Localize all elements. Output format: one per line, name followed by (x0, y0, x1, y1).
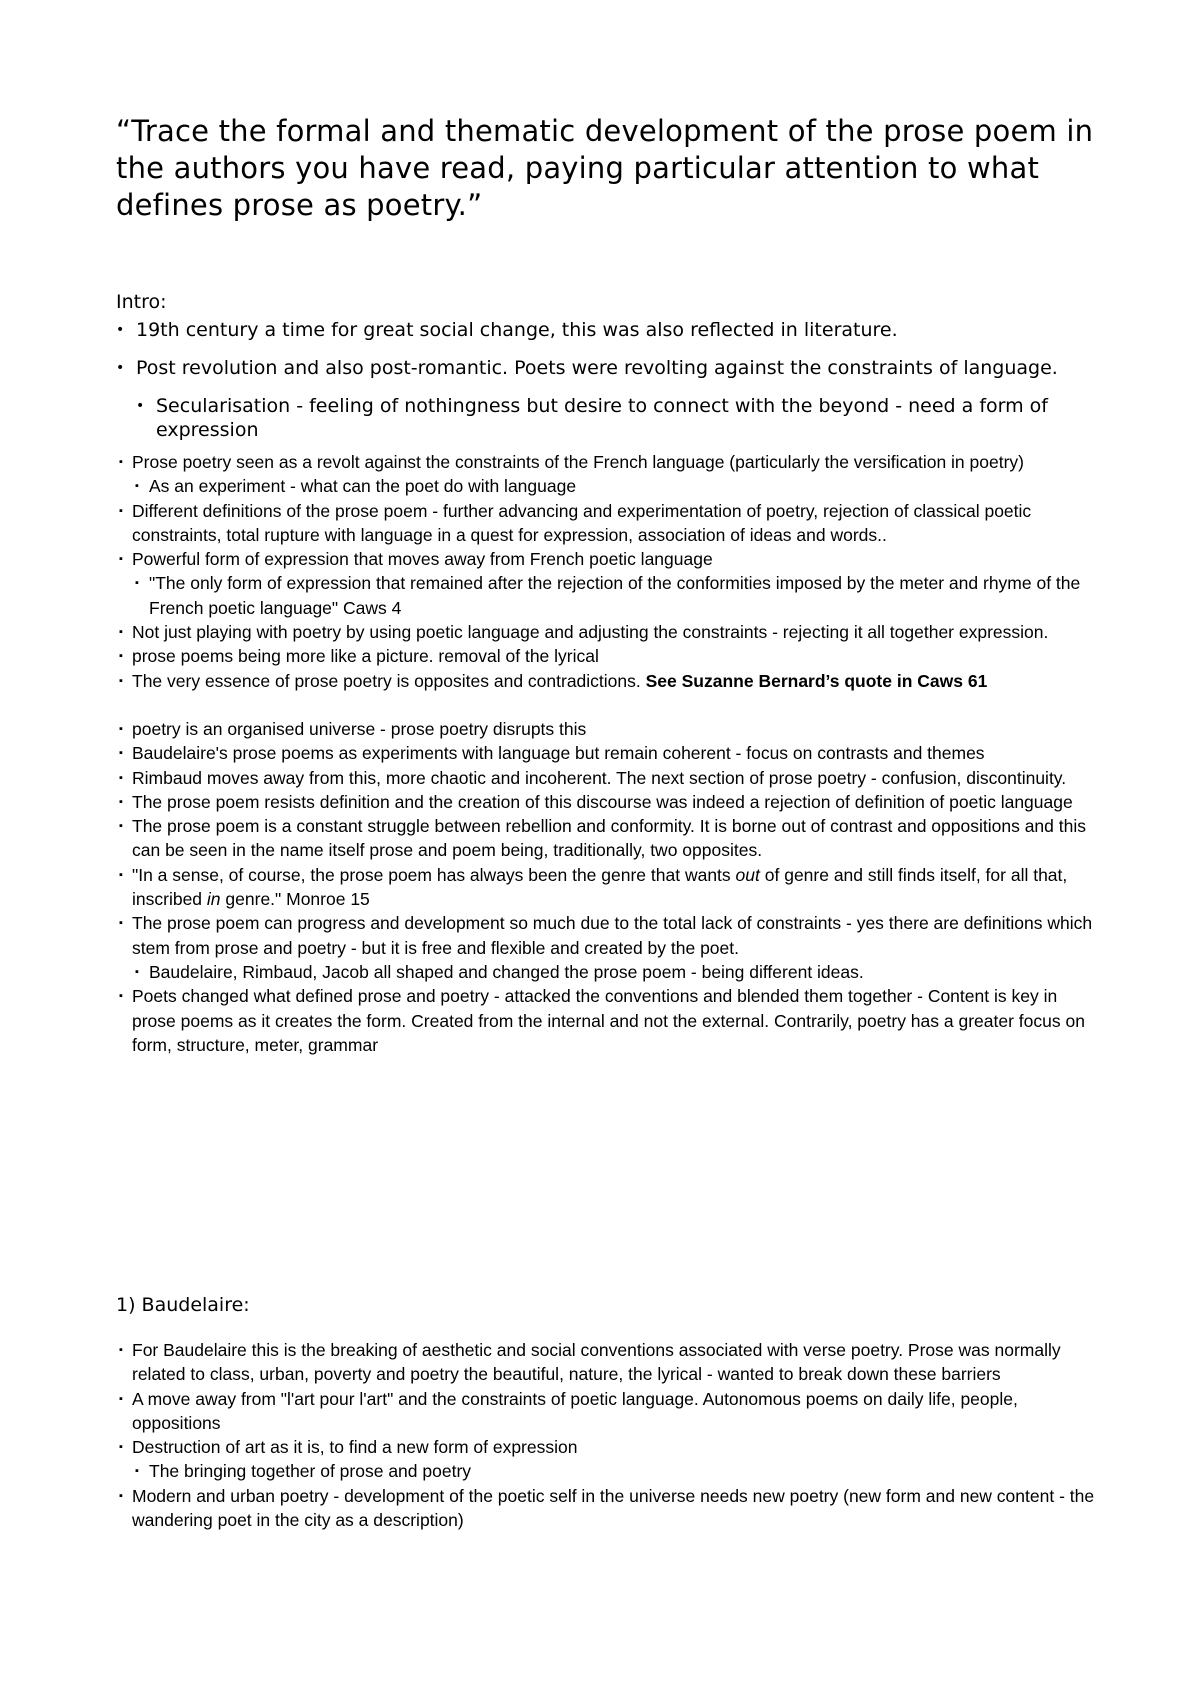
bullet-icon: ▪ (135, 1465, 139, 1478)
list-item: ▪ Baudelaire's prose poems as experiments with language but remain coherent - focus on contrasts and themes (119, 741, 1099, 765)
list-item: ▪ Rimbaud moves away from this, more chaotic and incoherent. The next section of prose poetry - confusion, discontinuity. (119, 766, 1099, 790)
bullet-icon: ▪ (119, 747, 123, 760)
bullet-icon: ▪ (135, 577, 139, 590)
bullet-icon: • (116, 322, 125, 338)
list-item: ▪ For Baudelaire this is the breaking of aesthetic and social conventions associated with verse poetry. Prose was normally related to class, urban, poverty and poetry the beautiful, nature, the lyrical - wanted to break down these barriers (119, 1340, 1061, 1385)
list-item: ▪ Modern and urban poetry - development of the poetic self in the universe needs new poetry (new form and new content - the wandering poet in the city as a description) (119, 1485, 1095, 1531)
list-item: ▪ The very essence of prose poetry is opposites and contradictions. See Suzanne Bernard’s quote in Caws 61 (119, 669, 1099, 693)
list-item: ▪ prose poems being more like a picture. removal of the lyrical (119, 644, 1099, 668)
list-item: ▪ Baudelaire, Rimbaud, Jacob all shaped and changed the prose poem - being different ideas. (119, 960, 1099, 984)
prose-poetry-list (119, 450, 1099, 1057)
list-item: • 19th century a time for great social change, this was also reflected in literature. (116, 319, 898, 341)
bullet-icon: ▪ (135, 480, 139, 493)
bullet-icon: • (116, 360, 125, 376)
list-item: ▪ A move away from "l'art pour l'art" and the constraints of poetic language. Autonomous poems on daily life, people, oppositions (119, 1388, 1018, 1433)
list-item: ▪ As an experiment - what can the poet do with language (119, 474, 1099, 498)
bullet-icon: ▪ (119, 626, 123, 639)
bold-note: See Suzanne Bernard’s quote in Caws 61 (645, 670, 988, 691)
list-item: ▪ Destruction of art as it is, to find a new form of expression (119, 1435, 1099, 1459)
list-item: ▪ "In a sense, of course, the prose poem has always been the genre that wants out of genre and still finds itself, for all that, inscribed in genre." Monroe 15 (119, 864, 1068, 910)
list-item: ▪ The prose poem is a constant struggle between rebellion and conformity. It is borne out of contrast and oppositions and this can be seen in the name itself prose and poem being, traditionally, two opposites. (119, 816, 1086, 861)
bullet-icon: ▪ (119, 868, 123, 881)
bullet-icon: ▪ (119, 553, 123, 566)
bullet-icon: ▪ (135, 965, 139, 978)
bullet-icon: ▪ (119, 917, 123, 930)
bullet-icon: ▪ (119, 504, 123, 517)
bullet-icon: ▪ (119, 771, 123, 784)
list-item: ▪ Different definitions of the prose poem - further advancing and experimentation of poetry, rejection of classical poetic constraints, total rupture with language in a quest for expression, association of ideas and words.. (119, 500, 1032, 545)
bullet-icon: ▪ (119, 722, 123, 735)
bullet-icon: ▪ (119, 1489, 123, 1502)
essay-question-title: “Trace the formal and thematic development of the prose poem in the authors you have read, paying particular attention to what defines prose as poetry.” (116, 114, 1094, 222)
bullet-icon: ▪ (119, 1392, 123, 1405)
list-item: ▪ Poets changed what defined prose and poetry - attacked the conventions and blended them together - Content is key in prose poems as it creates the form. Created from the internal and not the external. Contrarily, poetry has a greater focus on form, structure, meter, grammar (119, 986, 1085, 1055)
list-item: • Post revolution and also post-romantic. Poets were revolting against the constraints of language. (116, 357, 1058, 379)
list-item: ▪ "The only form of expression that remained after the rejection of the conformities imposed by the meter and rhyme of the French poetic language" Caws 4 (135, 573, 1081, 618)
bullet-icon: ▪ (119, 650, 123, 663)
bullet-icon: ▪ (119, 1344, 123, 1356)
bullet-icon: ▪ (119, 795, 123, 808)
baudelaire-list (119, 1338, 1099, 1532)
list-item: ▪ The prose poem resists definition and the creation of this discourse was indeed a rejection of definition of poetic language (119, 790, 1099, 814)
list-item: ▪ Prose poetry seen as a revolt against the constraints of the French language (particularly the versification in poetry) (119, 450, 1099, 474)
list-item: • Secularisation - feeling of nothingness but desire to connect with the beyond - need a form of expression (136, 395, 1048, 441)
bullet-icon: ▪ (119, 456, 123, 468)
list-item: ▪ Not just playing with poetry by using poetic language and adjusting the constraints - rejecting it all together expression. (119, 620, 1099, 644)
baudelaire-heading: 1) Baudelaire: (116, 1294, 250, 1316)
bullet-icon: ▪ (119, 820, 123, 833)
list-item: ▪ poetry is an organised universe - prose poetry disrupts this (119, 717, 1099, 741)
bullet-icon: ▪ (119, 1441, 123, 1454)
bullet-icon: ▪ (119, 990, 123, 1003)
list-item: ▪ The bringing together of prose and poetry (119, 1459, 1099, 1483)
intro-list (116, 318, 1116, 456)
list-item: ▪ The prose poem can progress and development so much due to the total lack of constraints - yes there are definitions which stem from prose and poetry - but it is free and flexible and created by the poet. (119, 913, 1093, 958)
intro-heading: Intro: (116, 291, 167, 313)
list-item: ▪ Powerful form of expression that moves away from French poetic language (119, 547, 1099, 571)
bullet-icon: • (136, 398, 145, 414)
bullet-icon: ▪ (119, 674, 123, 687)
